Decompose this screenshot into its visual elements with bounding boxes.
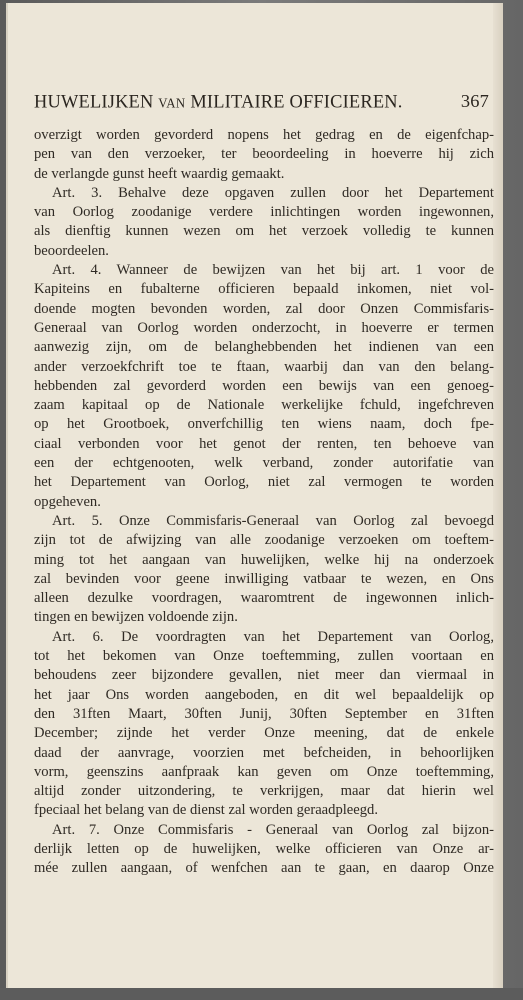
text-line: altijd zonder uitzondering, te verkrijgen, maar dat hierin wel — [34, 783, 494, 800]
text-line: als dienftig kunnen wezen om het verzoek volledig te kunnen — [34, 223, 494, 240]
title-part-2: MILITAIRE OFFICIEREN. — [190, 90, 403, 112]
text-line: ming tot het aangaan van huwelijken, welke hij na onderzoek — [34, 551, 494, 568]
text-line: overzigt worden gevorderd nopens het gedrag en de eigenfchap- — [34, 127, 494, 143]
body-text — [34, 126, 494, 879]
text-line: doende mogten bevonden worden, zal door Onzen Commisfaris- — [34, 300, 494, 317]
text-line: Generaal van Oorlog worden onderzocht, in hoeverre er termen — [34, 319, 494, 336]
text-line: hebbenden zal gevorderd worden een bewijs van een genoeg- — [34, 377, 494, 394]
text-line: behoudens zeer bijzondere gevallen, niet meer dan viermaal in — [34, 667, 494, 684]
text-line: zaam kapitaal op de Nationale werkelijke fchuld, ingefchreven — [34, 397, 494, 414]
page-number: 367 — [460, 91, 489, 111]
text-line: aanwezig zijn, om de belanghebbenden het indienen van een — [34, 339, 494, 356]
text-line: vorm, geenszins aanfpraak kan geven om Onze toeftemming, — [34, 763, 494, 780]
text-line: de verlangde gunst heeft waardig gemaakt. — [34, 165, 285, 182]
running-title — [34, 90, 403, 112]
text-line: zal bevinden voor geene inwilliging vatbaar te wezen, en Ons — [34, 570, 494, 587]
running-head — [34, 91, 489, 117]
text-line: daad der aanvrage, voorzien met befcheiden, in behoorlijken — [34, 744, 494, 761]
text-line: Art. 6. De voordragten van het Departement van Oorlog, — [52, 628, 494, 645]
text-line: ander verzoekfchrift toe te ftaan, waarbij dan van den belang- — [34, 358, 494, 375]
text-line: alleen dezulke voordragen, waaromtrent de ingewonnen inlich- — [34, 590, 494, 607]
text-line: beoordeelen. — [34, 242, 109, 259]
text-line: tingen en bewijzen voldoende zijn. — [34, 609, 238, 626]
scan-bottom-edge — [0, 988, 523, 1000]
title-part-1: HUWELIJKEN — [34, 90, 154, 112]
text-line: op het Grootboek, onverfchillig ten wiens naam, doch fpe- — [34, 416, 494, 433]
title-small-caps: VAN — [158, 95, 186, 111]
text-line: derlijk letten op de huwelijken, welke officieren van Onze ar- — [34, 840, 494, 857]
text-line: Art. 3. Behalve deze opgaven zullen door het Departement — [52, 184, 494, 201]
text-line: Art. 5. Onze Commisfaris-Generaal van Oorlog zal bevoegd — [52, 512, 494, 529]
text-line: fpeciaal het belang van de dienst zal worden geraadpleegd. — [34, 802, 379, 819]
text-line: ciaal verbonden voor het genot der renten, ten behoeve van — [34, 435, 494, 452]
text-line: December; zijnde het verder Onze meening, dat de enkele — [34, 725, 494, 742]
page-edge — [493, 3, 503, 988]
text-line: een der echtgenooten, welk verband, zonder autorifatie van — [34, 455, 494, 472]
text-line: zijn tot de afwijzing van alle zoodanige verzoeken om toeftem- — [34, 532, 494, 549]
text-line: den 31ften Maart, 30ften Junij, 30ften September en 31ften — [34, 705, 494, 722]
text-line: tot het bekomen van Onze toeftemming, zullen voortaan en — [34, 648, 494, 665]
text-line: Kapiteins en fubalterne officieren bepaald inkomen, niet vol- — [34, 281, 494, 298]
book-page — [6, 3, 503, 988]
text-line: van Oorlog zoodanige verdere inlichtingen worden ingewonnen, — [34, 204, 494, 221]
text-line: Art. 4. Wanneer de bewijzen van het bij art. 1 voor de — [52, 262, 494, 279]
text-line: Art. 7. Onze Commisfaris - Generaal van Oorlog zal bijzon- — [52, 821, 494, 838]
text-line: mée zullen aangaan, of wenfchen aan te gaan, en daarop Onze — [34, 860, 494, 877]
text-line: het jaar Ons worden aangeboden, en dit wel bepaaldelijk op — [34, 686, 494, 703]
text-line: het Departement van Oorlog, niet zal vermogen te worden — [34, 474, 494, 491]
text-line: opgeheven. — [34, 493, 101, 510]
text-line: pen van den verzoeker, ter beoordeeling in hoeverre hij zich — [34, 146, 494, 163]
